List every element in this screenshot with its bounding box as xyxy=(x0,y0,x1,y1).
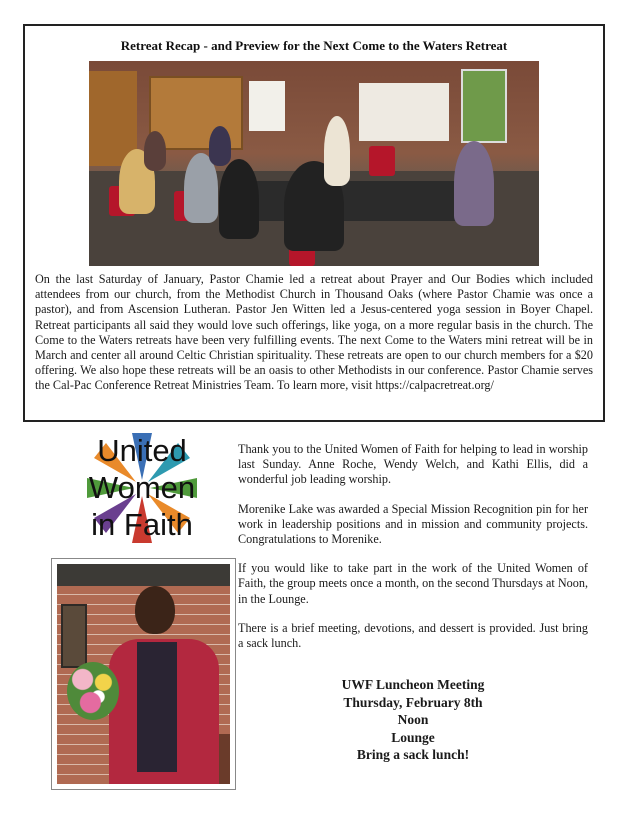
photo-table xyxy=(235,181,472,221)
uwf-thank-you-paragraph: Thank you to the United Women of Faith for helping to lead in worship last Sunday. Anne Roche, Wendy Welch, and Kathi Ellis, did a wonderful job leading worship. xyxy=(238,442,588,487)
photo-person-head xyxy=(135,586,175,634)
photo-attendee xyxy=(454,141,494,226)
photo-window xyxy=(249,81,285,131)
meeting-title: UWF Luncheon Meeting xyxy=(341,677,485,692)
photo-person-blouse xyxy=(137,642,177,772)
luncheon-meeting-announcement xyxy=(238,676,588,764)
photo-attendee xyxy=(219,159,259,239)
uwf-lunch-paragraph: There is a brief meeting, devotions, and dessert is provided. Just bring a sack lunch. xyxy=(238,620,588,651)
photo-chair xyxy=(369,146,395,176)
photo-window xyxy=(359,83,449,141)
retreat-section xyxy=(23,24,605,422)
meeting-note: Bring a sack lunch! xyxy=(356,747,470,762)
photo-attendee xyxy=(144,131,166,171)
uwf-recognition-paragraph: Morenike Lake was awarded a Special Mission Recognition pin for her work in leadership positions and in mission and community projects. Congratulations to Morenike. xyxy=(238,501,588,547)
uwf-meeting-info-paragraph: If you would like to take part in the work of the United Women of Faith, the group meets once a month, on the second Thursdays at Noon, in the Lounge. xyxy=(238,561,588,606)
photo-ceiling xyxy=(57,564,230,586)
retreat-body: On the last Saturday of January, Pastor Chamie led a retreat about Prayer and Our Bodies which included attendees from our church, from the Methodist Church in Thousand Oaks (where Pastor Chamie was once a pastor), and from Ascension Lutheran. Pastor Jen Witten led a Jesus-centered yoga session in Boyer Chapel. Retreat participants all said they would love such offerings, like yoga, on a more regular basis in the church. The Come to the Waters retreats have been very fulfilling events. The next Come to the Waters mini retreat will be in March and center all around Celtic Christian spirituality. These retreats are open to our church members for a $20 offering. We also hope these retreats will be an oasis to other Methodists in our conference. Pastor Chamie serves the Cal-Pac Conference Retreat Ministries Team. To learn more, visit https://calpacretreat.org/ xyxy=(35,272,593,393)
meeting-location: Lounge xyxy=(391,729,435,745)
photo-window xyxy=(461,69,507,143)
meeting-date: Thursday, February 8th xyxy=(343,694,483,710)
meeting-time: Noon xyxy=(397,712,429,727)
photo-attendee xyxy=(324,116,350,186)
uwf-logo xyxy=(78,426,206,550)
morenike-photo xyxy=(51,558,236,790)
logo-word-women: Women xyxy=(88,470,196,505)
retreat-title: Retreat Recap - and Preview for the Next Come to the Waters Retreat xyxy=(120,38,508,53)
uwf-text-column xyxy=(238,442,588,665)
photo-flower-bouquet xyxy=(67,662,119,720)
photo-attendee xyxy=(209,126,231,166)
logo-word-in-faith: in Faith xyxy=(91,507,193,542)
retreat-group-photo xyxy=(89,61,539,266)
logo-word-united: United xyxy=(97,433,187,468)
photo-window xyxy=(61,604,87,668)
